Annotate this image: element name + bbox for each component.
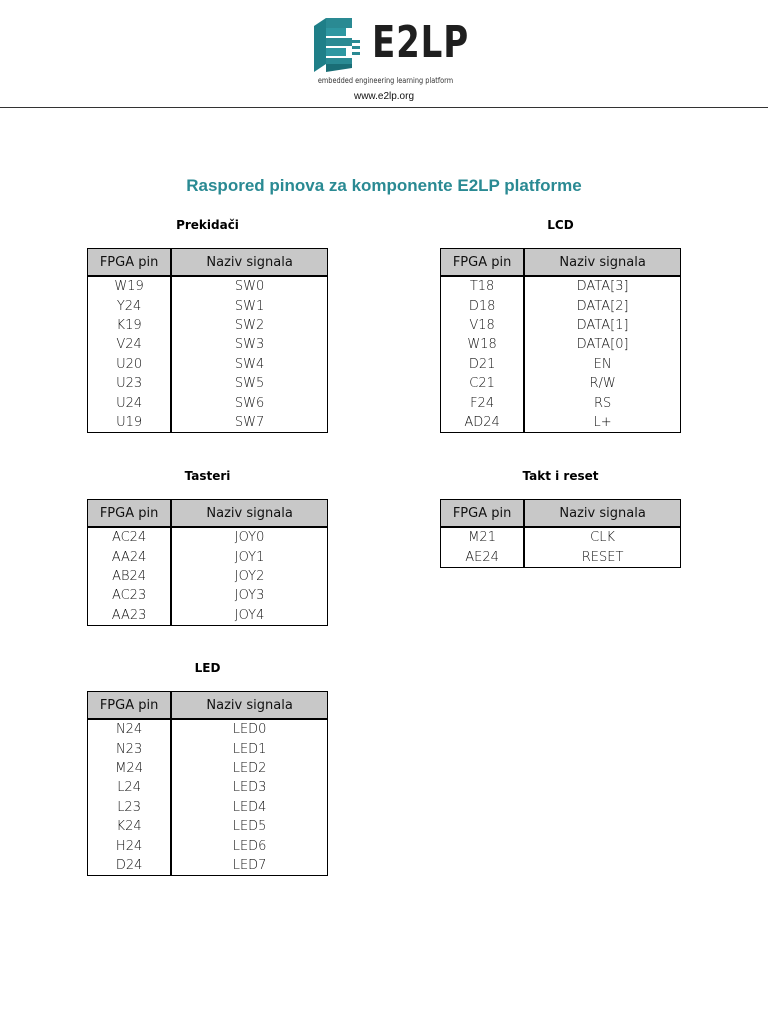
signal-name-cell: SW5: [171, 374, 327, 393]
fpga-pin-cell: C21: [441, 374, 525, 393]
signal-name-cell: SW1: [171, 296, 327, 315]
signal-name-cell: L+: [524, 413, 680, 433]
table-row: [88, 567, 328, 586]
table-row: [88, 836, 328, 855]
site-url[interactable]: www.e2lp.org: [353, 91, 415, 102]
fpga-pin-cell: W18: [441, 335, 525, 354]
section-title: Takt i reset: [522, 469, 599, 483]
table-row: [88, 759, 328, 778]
fpga-pin-cell: AB24: [88, 567, 172, 586]
page-title: Raspored pinova za komponente E2LP platforme: [186, 176, 582, 195]
header: [0, 0, 768, 108]
fpga-pin-cell: D18: [441, 296, 525, 315]
signal-name-cell: DATA[3]: [524, 276, 680, 296]
pin-table: [440, 499, 681, 568]
signal-name-cell: SW2: [171, 316, 327, 335]
fpga-pin-cell: V24: [88, 335, 172, 354]
signal-name-cell: LED0: [171, 719, 327, 739]
section-title: Tasteri: [184, 469, 231, 483]
pin-table: [87, 499, 328, 626]
table-row: [88, 606, 328, 626]
table-row: [441, 355, 681, 374]
signal-name-cell: LED2: [171, 759, 327, 778]
fpga-pin-cell: AC23: [88, 586, 172, 605]
signal-name-cell: DATA[1]: [524, 316, 680, 335]
signal-name-cell: EN: [524, 355, 680, 374]
signal-name-cell: CLK: [524, 527, 680, 547]
fpga-pin-cell: U20: [88, 355, 172, 374]
table-row: [88, 739, 328, 758]
table-row: [88, 413, 328, 433]
table-row: [88, 856, 328, 876]
column-header-pin: FPGA pin: [441, 249, 525, 277]
signal-name-cell: SW7: [171, 413, 327, 433]
section-title: Prekidači: [176, 218, 239, 232]
fpga-pin-cell: M21: [441, 527, 525, 547]
signal-name-cell: JOY1: [171, 547, 327, 566]
table-row: [441, 296, 681, 315]
signal-name-cell: SW6: [171, 393, 327, 412]
signal-name-cell: JOY3: [171, 586, 327, 605]
table-row: [88, 276, 328, 296]
signal-name-cell: LED1: [171, 739, 327, 758]
fpga-pin-cell: AA23: [88, 606, 172, 626]
logo-text: E2LP: [372, 17, 470, 68]
pin-table: [87, 691, 328, 876]
fpga-pin-cell: H24: [88, 836, 172, 855]
header-divider: [0, 107, 768, 108]
fpga-pin-cell: AE24: [441, 547, 525, 567]
table-row: [88, 719, 328, 739]
signal-name-cell: SW3: [171, 335, 327, 354]
signal-name-cell: LED7: [171, 856, 327, 876]
fpga-pin-cell: L24: [88, 778, 172, 797]
table-row: [441, 335, 681, 354]
column-header-pin: FPGA pin: [441, 500, 525, 528]
fpga-pin-cell: D24: [88, 856, 172, 876]
fpga-pin-cell: Y24: [88, 296, 172, 315]
fpga-pin-cell: AC24: [88, 527, 172, 547]
fpga-pin-cell: AA24: [88, 547, 172, 566]
section-title: LCD: [547, 218, 574, 232]
table-row: [441, 374, 681, 393]
fpga-pin-cell: U19: [88, 413, 172, 433]
table-row: [88, 335, 328, 354]
column-header-pin: FPGA pin: [88, 692, 172, 720]
column-header-signal: Naziv signala: [171, 500, 327, 528]
table-row: [88, 393, 328, 412]
table-row: [88, 778, 328, 797]
fpga-pin-cell: U23: [88, 374, 172, 393]
column-header-signal: Naziv signala: [171, 692, 327, 720]
signal-name-cell: RS: [524, 393, 680, 412]
signal-name-cell: DATA[0]: [524, 335, 680, 354]
fpga-pin-cell: T18: [441, 276, 525, 296]
column-header-signal: Naziv signala: [524, 249, 680, 277]
fpga-pin-cell: F24: [441, 393, 525, 412]
table-row: [441, 413, 681, 433]
table-row: [88, 798, 328, 817]
table-row: [441, 276, 681, 296]
table-row: [88, 296, 328, 315]
signal-name-cell: LED4: [171, 798, 327, 817]
signal-name-cell: LED5: [171, 817, 327, 836]
column-header-signal: Naziv signala: [524, 500, 680, 528]
fpga-pin-cell: N23: [88, 739, 172, 758]
fpga-pin-cell: U24: [88, 393, 172, 412]
signal-name-cell: RESET: [524, 547, 680, 567]
fpga-pin-cell: K19: [88, 316, 172, 335]
pin-table: [87, 248, 328, 433]
table-row: [88, 374, 328, 393]
table-row: [88, 817, 328, 836]
column-header-pin: FPGA pin: [88, 500, 172, 528]
signal-name-cell: JOY4: [171, 606, 327, 626]
signal-name-cell: LED3: [171, 778, 327, 797]
column-header-pin: FPGA pin: [88, 249, 172, 277]
signal-name-cell: DATA[2]: [524, 296, 680, 315]
signal-name-cell: LED6: [171, 836, 327, 855]
signal-name-cell: SW0: [171, 276, 327, 296]
column-header-signal: Naziv signala: [171, 249, 327, 277]
table-row: [88, 586, 328, 605]
fpga-pin-cell: W19: [88, 276, 172, 296]
signal-name-cell: R/W: [524, 374, 680, 393]
table-row: [441, 547, 681, 567]
fpga-pin-cell: AD24: [441, 413, 525, 433]
table-row: [88, 547, 328, 566]
pin-table: [440, 248, 681, 433]
table-row: [441, 316, 681, 335]
signal-name-cell: JOY2: [171, 567, 327, 586]
fpga-pin-cell: M24: [88, 759, 172, 778]
tagline: embedded engineering learning platform: [317, 76, 453, 85]
fpga-pin-cell: L23: [88, 798, 172, 817]
signal-name-cell: SW4: [171, 355, 327, 374]
table-row: [441, 393, 681, 412]
table-row: [88, 355, 328, 374]
fpga-pin-cell: N24: [88, 719, 172, 739]
fpga-pin-cell: K24: [88, 817, 172, 836]
signal-name-cell: JOY0: [171, 527, 327, 547]
section-title: LED: [194, 661, 221, 675]
e2lp-logo-icon: [312, 16, 364, 74]
fpga-pin-cell: V18: [441, 316, 525, 335]
fpga-pin-cell: D21: [441, 355, 525, 374]
table-row: [441, 527, 681, 547]
table-row: [88, 527, 328, 547]
table-row: [88, 316, 328, 335]
